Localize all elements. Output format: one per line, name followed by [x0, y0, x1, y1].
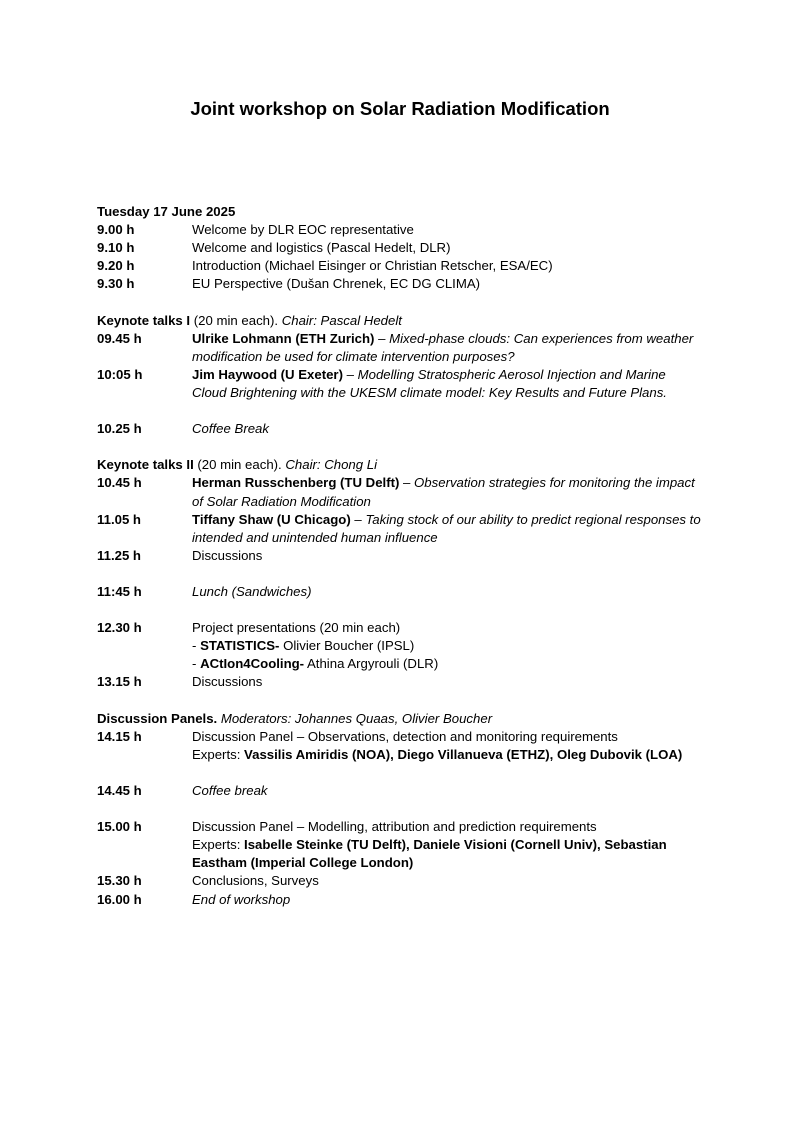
- item-text: Lunch (Sandwiches): [192, 583, 312, 599]
- item-text: Coffee Break: [192, 421, 269, 437]
- agenda-item: [97, 420, 717, 438]
- agenda-item: [97, 782, 717, 800]
- agenda-item: 09.45 h Ulrike Lohmann (ETH Zurich) – Mixed-phase clouds: Can experiences from weather: [97, 330, 717, 348]
- agenda-item: [97, 239, 717, 257]
- item-text: Discussion Panel – Modelling, attribution and prediction requirements: [192, 819, 597, 835]
- speaker: Ulrike Lohmann (ETH Zurich): [192, 330, 375, 346]
- item-time: 11.05 h: [97, 511, 141, 527]
- item-text: EU Perspective (Dušan Chrenek, EC DG CLIMA): [192, 276, 481, 292]
- project-name: ACtIon4Cooling-: [200, 656, 305, 672]
- talk-title: Mixed-phase clouds: Can experiences from weather: [389, 330, 694, 346]
- experts: Isabelle Steinke (TU Delft), Daniele Visioni (Cornell Univ), Sebastian: [244, 837, 667, 853]
- agenda: [97, 203, 717, 909]
- session-heading: Discussion Panels. Moderators: Johannes Quaas, Olivier Boucher: [97, 710, 493, 726]
- item-text: Conclusions, Surveys: [192, 873, 319, 889]
- agenda-item: 10.45 h Herman Russchenberg (TU Delft) – Observation strategies for monitoring the impact: [97, 474, 717, 492]
- experts-line: Experts: Vassilis Amiridis (NOA), Diego Villanueva (ETHZ), Oleg Dubovik (LOA): [192, 746, 683, 762]
- item-time: 10.25 h: [97, 421, 142, 437]
- item-time: 9.10 h: [97, 240, 135, 256]
- page-title: Joint workshop on Solar Radiation Modification: [190, 98, 610, 119]
- agenda-item: [97, 275, 717, 293]
- item-time: 10.45 h: [97, 475, 142, 491]
- agenda-item: [97, 872, 717, 890]
- item-text: Welcome and logistics (Pascal Hedelt, DLR): [192, 240, 451, 256]
- talk-title: Modelling Stratospheric Aerosol Injection and Marine: [357, 366, 666, 382]
- project-entry: - ACtIon4Cooling- Athina Argyrouli (DLR): [192, 656, 439, 672]
- experts-line: [97, 854, 717, 872]
- agenda-item: [97, 619, 717, 637]
- item-text: Discussion Panel – Observations, detection and monitoring requirements: [192, 728, 618, 744]
- project-entry: - STATISTICS- Olivier Boucher (IPSL): [192, 638, 415, 654]
- talk-title: modification be used for climate intervention purposes?: [192, 348, 515, 364]
- item-time: 15.00 h: [97, 819, 142, 835]
- item-text: Welcome by DLR EOC representative: [192, 222, 414, 238]
- speaker: Tiffany Shaw (U Chicago): [192, 511, 351, 527]
- item-text: Discussions: [192, 547, 263, 563]
- talk-title: Observation strategies for monitoring the impact: [414, 475, 695, 491]
- agenda-item: [97, 728, 717, 746]
- talk-title: Taking stock of our ability to predict regional responses to: [365, 511, 701, 527]
- item-time: 10:05 h: [97, 366, 143, 382]
- item-time: 14.45 h: [97, 783, 142, 798]
- session-heading: Keynote talks I (20 min each). Chair: Pascal Hedelt: [97, 312, 402, 328]
- item-time: 11.25 h: [97, 547, 141, 563]
- experts: Eastham (Imperial College London): [192, 855, 414, 871]
- agenda-item: 10:05 h Jim Haywood (U Exeter) – Modelling Stratospheric Aerosol Injection and Marine: [97, 366, 717, 384]
- item-text: Discussions: [192, 674, 263, 690]
- item-text: Introduction (Michael Eisinger or Christian Retscher, ESA/EC): [192, 258, 553, 274]
- item-text: Coffee break: [192, 783, 268, 798]
- agenda-item: [97, 583, 717, 601]
- item-time: 09.45 h: [97, 330, 142, 346]
- project-name: STATISTICS-: [200, 638, 280, 654]
- agenda-item: [97, 891, 717, 909]
- item-time: 14.15 h: [97, 728, 142, 744]
- item-time: 9.20 h: [97, 258, 135, 274]
- experts: Vassilis Amiridis (NOA), Diego Villanueva (ETHZ), Oleg Dubovik (LOA): [244, 746, 683, 762]
- agenda-item: [97, 547, 717, 565]
- agenda-item: [97, 257, 717, 275]
- item-text: End of workshop: [192, 891, 291, 907]
- item-time: 9.30 h: [97, 276, 135, 292]
- talk-title: Cloud Brightening with the UKESM climate model: Key Results and Future Plans.: [192, 384, 667, 400]
- agenda-item: [97, 673, 717, 691]
- talk-title: intended and unintended human influence: [192, 529, 438, 545]
- item-time: 11:45 h: [97, 583, 142, 599]
- speaker: Jim Haywood (U Exeter): [192, 366, 343, 382]
- item-time: 16.00 h: [97, 891, 142, 907]
- agenda-item: 11.05 h Tiffany Shaw (U Chicago) – Taking stock of our ability to predict regional responses to: [97, 511, 717, 529]
- item-time: 9.00 h: [97, 222, 135, 238]
- experts-line: Experts: Isabelle Steinke (TU Delft), Daniele Visioni (Cornell Univ), Sebastian: [192, 837, 667, 853]
- session-heading: Keynote talks II (20 min each). Chair: Chong Li: [97, 457, 378, 473]
- talk-title: of Solar Radiation Modification: [192, 493, 371, 509]
- item-time: 12.30 h: [97, 620, 142, 636]
- agenda-item: [97, 818, 717, 836]
- item-time: 15.30 h: [97, 873, 142, 889]
- item-time: 13.15 h: [97, 674, 142, 690]
- day-heading: Tuesday 17 June 2025: [97, 204, 236, 219]
- item-text: Project presentations (20 min each): [192, 620, 401, 636]
- agenda-item: [97, 221, 717, 239]
- speaker: Herman Russchenberg (TU Delft): [192, 475, 400, 491]
